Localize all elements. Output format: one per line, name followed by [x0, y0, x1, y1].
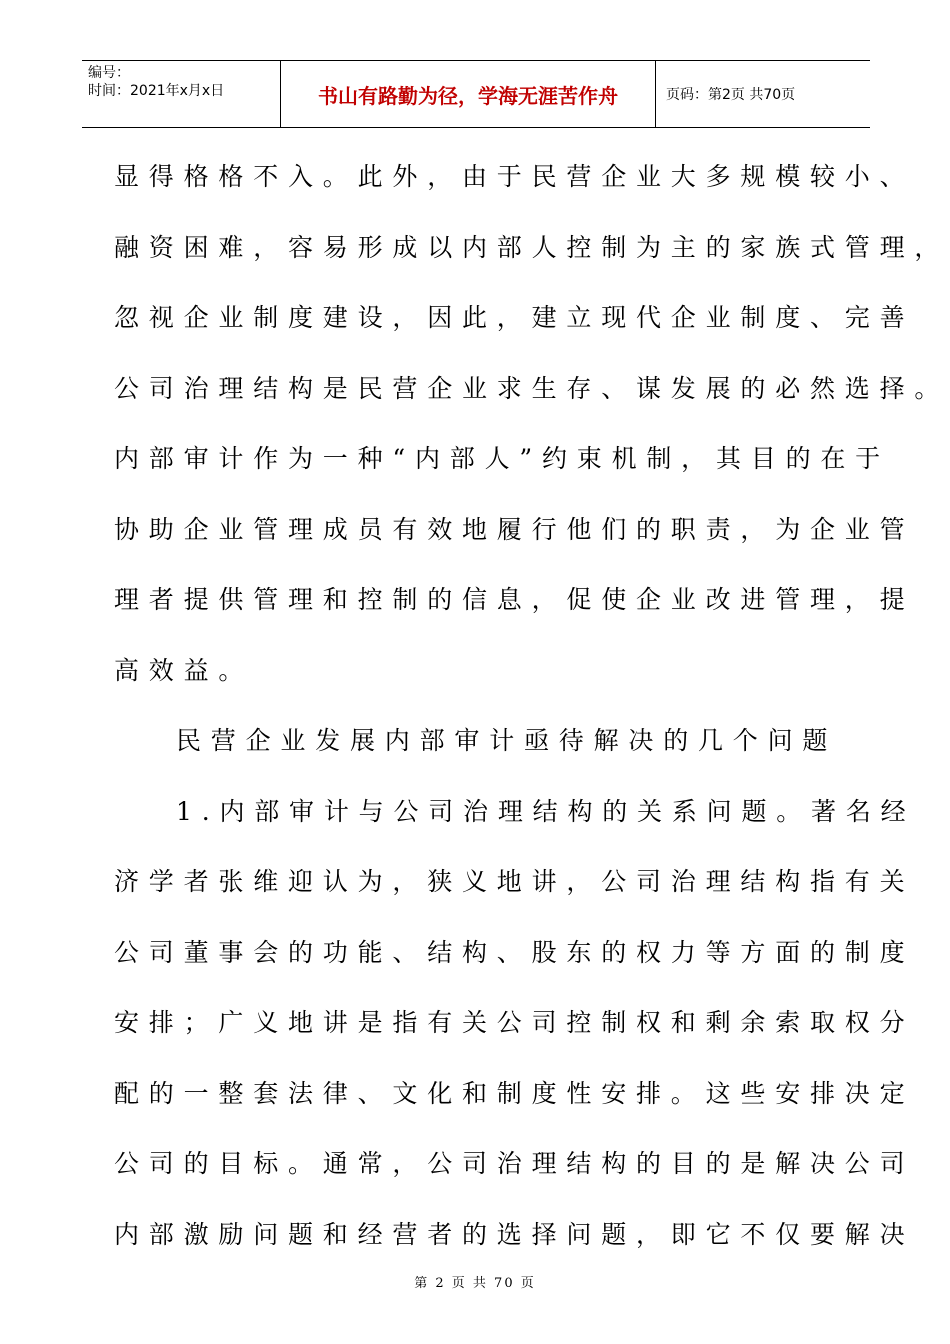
body-line: 显得格格不入。此外，由于民营企业大多规模较小、 — [114, 162, 915, 191]
document-body — [114, 142, 950, 1270]
page-header — [82, 60, 870, 128]
body-line: 1.内部审计与公司治理结构的关系问题。著名经 — [176, 796, 916, 826]
body-line: 高效益。 — [114, 655, 254, 685]
header-meta — [82, 61, 281, 127]
body-line: 安排；广义地讲是指有关公司控制权和剩余索取权分 — [114, 1008, 915, 1037]
header-page-info: 页码：第2页 共70页 — [666, 87, 796, 103]
body-line: 内部审计作为一种“内部人”约束机制，其目的在于 — [114, 444, 890, 473]
body-line: 公司治理结构是民营企业求生存、谋发展的必然选择。 — [114, 373, 950, 403]
document-number-label: 编号： — [88, 65, 130, 81]
page-footer: 第 2 页 共 70 页 — [414, 1276, 536, 1291]
body-line: 济学者张维迎认为，狭义地讲，公司治理结构指有关 — [114, 867, 915, 896]
body-line: 配的一整套法律、文化和制度性安排。这些安排决定 — [114, 1078, 915, 1108]
body-line: 忽视企业制度建设，因此，建立现代企业制度、完善 — [114, 303, 915, 332]
body-line: 公司的目标。通常，公司治理结构的目的是解决公司 — [114, 1149, 915, 1178]
body-line: 协助企业管理成员有效地履行他们的职责，为企业管 — [114, 514, 915, 544]
header-motto: 书山有路勤为径，学海无涯苦作舟 — [281, 61, 656, 127]
body-line: 理者提供管理和控制的信息，促使企业改进管理，提 — [114, 585, 915, 614]
document-time-label: 时间：2021年x月x日 — [88, 83, 225, 99]
section-heading: 民营企业发展内部审计亟待解决的几个问题 — [176, 726, 838, 755]
body-line: 融资困难，容易形成以内部人控制为主的家族式管理， — [114, 232, 950, 262]
body-line: 内部激励问题和经营者的选择问题，即它不仅要解决 — [114, 1219, 915, 1249]
body-line: 公司董事会的功能、结构、股东的权力等方面的制度 — [114, 937, 915, 967]
